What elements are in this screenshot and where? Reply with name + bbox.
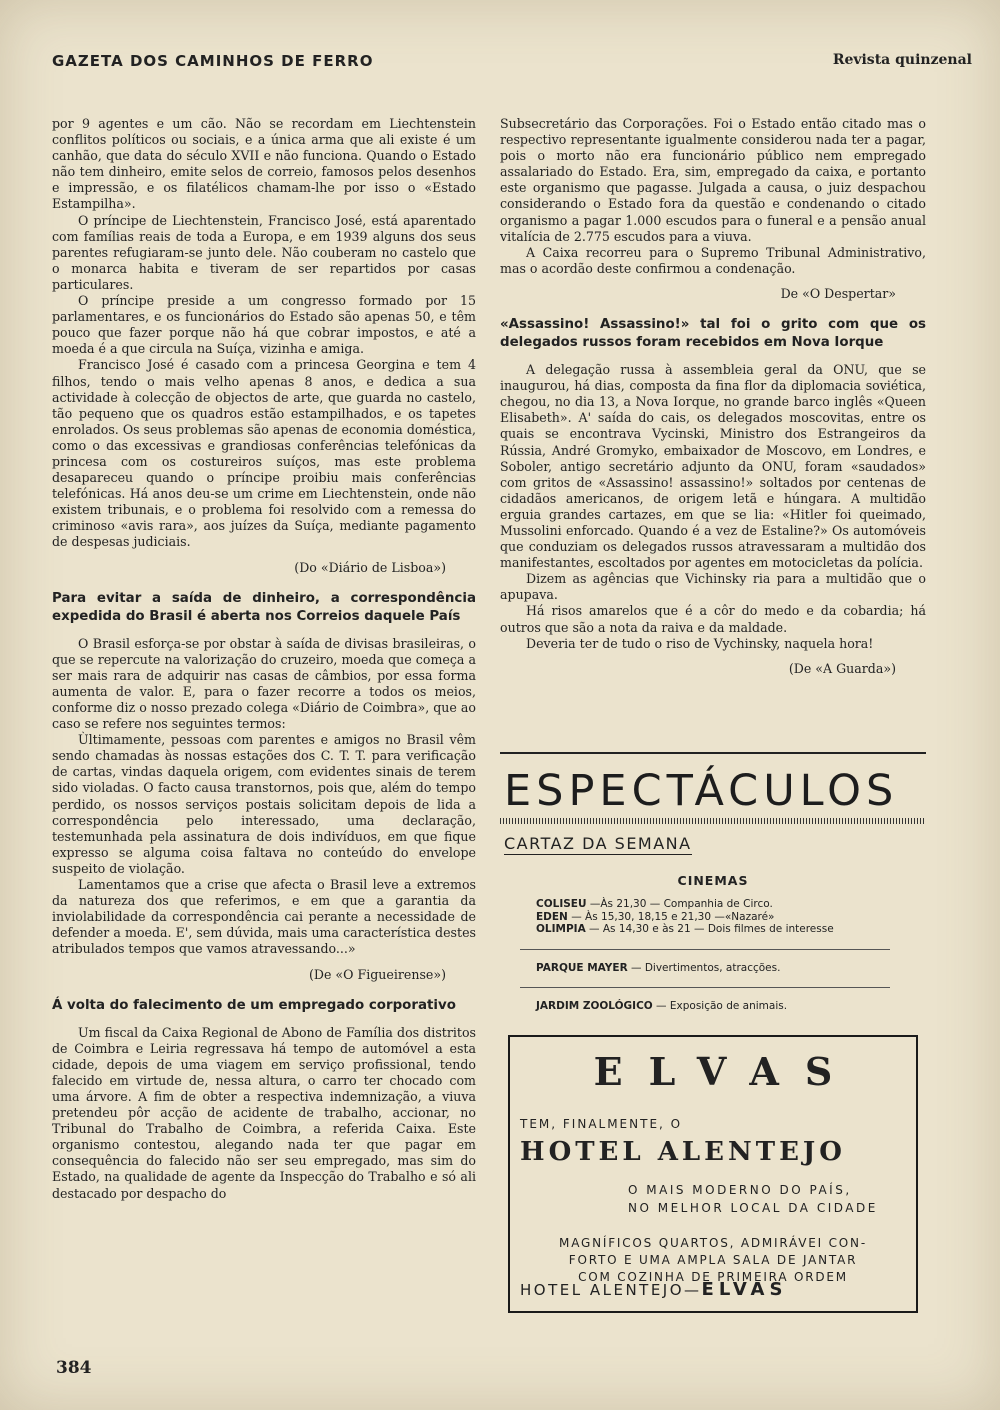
right-column xyxy=(500,116,926,691)
article-source: De «O Despertar» xyxy=(780,285,896,301)
venue-name: JARDIM ZOOLÓGICO xyxy=(536,999,653,1012)
paragraph: Lamentamos que a crise que afecta o Brasil leve a extremos da natureza dos que referimos, e em que a garantia da inviolabilidade da correspondência cai perante a necessidade de defender a moeda. E', sem dúvida, mais uma característica destes atribulados tempos que vamos atravessando...» xyxy=(52,877,476,957)
ad-footer-hotel: HOTEL ALENTEJO xyxy=(520,1281,685,1299)
paragraph: Ùltimamente, pessoas com parentes e amigos no Brasil vêm sendo chamadas às nossas estações dos C. T. T. para verificação de cartas, vindas daquela origem, com evidentes sinais de terem sido violadas. O facto causa transtornos, pois que, além do tempo perdido, os nossos serviços postais solicitam depois de lida a correspondência pelo interessado, uma declaração, testemunhada pela assinatura de dois indivíduos, em que fique expresso se alguma coisa faltava no conteúdo do envelope suspeito de violação. xyxy=(52,732,476,876)
section-subtitle: CARTAZ DA SEMANA xyxy=(504,834,692,853)
ad-tagline xyxy=(628,1181,878,1217)
article-headline: Para evitar a saída de dinheiro, a correspondência expedida do Brasil é aberta nos Correios daquele País xyxy=(52,590,476,624)
divider xyxy=(520,949,890,950)
paragraph: O príncipe de Liechtenstein, Francisco José, está aparentado com famílias reais de toda a Europa, e em 1939 alguns dos seus parentes refugiaram-se junto dele. Não couberam no castelo que o monarca habita e tiveram de ser repartidos por casas particulares. xyxy=(52,212,476,292)
page-number: 384 xyxy=(56,1358,92,1378)
ad-description-line: MAGNÍFICOS QUARTOS, ADMIRÁVEI CON- xyxy=(559,1236,867,1250)
ad-tagline-line: O MAIS MODERNO DO PAÍS, xyxy=(628,1183,852,1197)
venue-info: — Exposição de animais. xyxy=(652,999,788,1012)
paragraph: por 9 agentes e um cão. Não se recordam em Liechtenstein conflitos políticos ou sociais, e a única arma que ali existe é um canhão, que data do século XVII e não funciona. Quando o Estado não tem dinheiro, emite selos de correio, famosos pelos desenhos e impressão, e os filatélicos chamam-lhe por isso o «Estado Estampilha». xyxy=(52,116,476,212)
venue-name: PARQUE MAYER xyxy=(536,961,628,974)
article-source: (De «O Figueirense») xyxy=(308,966,446,982)
venue-info: — Às 15,30, 18,15 e 21,30 —«Nazaré» xyxy=(567,910,775,923)
ad-description-line: FORTO E UMA AMPLA SALA DE JANTAR xyxy=(568,1253,858,1267)
paragraph: Francisco José é casado com a princesa Georgina e tem 4 filhos, tendo o mais velho apenas 8 anos, e dedica a sua actividade à colecção de objectos de arte, que guarda no castelo, tão pequeno que os quadros estão estampilhados, e os tapetes enrolados. Os seus problemas são apenas de economia doméstica, como o das excessivas e grandiosas conferências telefónicas da princesa com os costureiros suíços, mas este problema desapareceu quando o príncipe proibiu mais conferências telefónicas. Há anos deu-se um crime em Liechtenstein, onde não existem tribunais, e o problema foi resolvido com a remessa do criminoso «avis rara», aos juízes da Suíça, mediante pagamento de despesas judiciais. xyxy=(52,357,476,550)
venue-info: —Às 21,30 — Companhia de Circo. xyxy=(586,898,773,910)
hatched-rule xyxy=(500,818,926,824)
divider xyxy=(520,987,890,988)
ad-hotel-name: HOTEL ALENTEJO xyxy=(520,1137,846,1167)
running-header xyxy=(52,52,972,74)
paragraph: Deveria ter de tudo o riso de Vychinsky, naquela hora! xyxy=(526,635,874,651)
ad-description-line: COM COZINHA DE PRIMEIRA ORDEM xyxy=(578,1270,848,1284)
paragraph: Um fiscal da Caixa Regional de Abono de Família dos distritos de Coimbra e Leiria regressava há tempo de automóvel a esta cidade, depois de uma viagem em serviço profissional, tendo falecido em virtude de, nessa altura, o carro ter chocado com uma árvore. A fim de obter a respectiva indemnização, a viuva pretendeu pôr acção de acidente de trabalho, accionar, no Tribunal do Trabalho de Coimbra, a referida Caixa. Este organismo contestou, alegando nada ter que pagar em consequência do falecido não ser seu empregado, mas sim do Estado, na qualidade de agente da Inspecção do Trabalho e só ali destacado por despacho do xyxy=(52,1024,476,1201)
ad-tagline-line: NO MELHOR LOCAL DA CIDADE xyxy=(628,1201,878,1215)
article-headline: Á volta do falecimento de um empregado corporativo xyxy=(52,997,456,1013)
paragraph: Subsecretário das Corporações. Foi o Estado então citado mas o respectivo representante igualmente considerou nada ter a pagar, pois o morto não era funcionário público nem empregado assalariado do Estado. Era, sim, empregado da caixa, e portanto este organismo que pagasse. Julgada a causa, o juiz despachou considerando o Estado fora da questão e condenando o citado organismo a pagar 1.000 escudos para o funeral e a pensão anual vitalícia de 2.775 escudos para a viuva. xyxy=(500,116,926,244)
list-item xyxy=(536,923,926,936)
paragraph: Há risos amarelos que é a côr do medo e da cobardia; há outros que são a nota da raiva e da maldade. xyxy=(500,603,926,635)
article-source: (De «A Guarda») xyxy=(788,660,896,676)
cinema-list xyxy=(536,898,926,936)
hotel-advertisement xyxy=(508,1035,918,1313)
cinemas-heading: CINEMAS xyxy=(677,873,749,888)
left-column xyxy=(52,116,476,1202)
paragraph: Dizem as agências que Vichinsky ria para a multidão que o apupava. xyxy=(500,571,926,603)
venue-info: — Divertimentos, atracções. xyxy=(627,961,781,974)
article-headline: «Assassino! Assassino!» tal foi o grito com que os delegados russos foram recebidos em Nova Iorque xyxy=(500,317,926,351)
ad-intro: TEM, FINALMENTE, O xyxy=(520,1117,683,1131)
paragraph: O Brasil esforça-se por obstar à saída de divisas brasileiras, o que se repercute na valorização do cruzeiro, moeda que começa a ser mais rara de adquirir nas casas de câmbios, por essa forma aumenta de valor. E, para o fazer recorre a todos os meios, conforme diz o nosso prezado colega «Diário de Coimbra», que ao caso se refere nos seguintes termos: xyxy=(52,635,476,732)
paragraph: A Caixa recorreu para o Supremo Tribunal Administrativo, mas o acordão deste confirmou a condenação. xyxy=(500,244,926,276)
paragraph: O príncipe preside a um congresso formado por 15 parlamentares, e os funcionários do Estado são apenas 50, e têm pouco que fazer porque não há que cobrar impostos, e até a moeda é a que circula na Suíça, vizinha e amiga. xyxy=(52,293,476,357)
list-item xyxy=(536,962,926,974)
venue-name: EDEN xyxy=(536,910,568,923)
section-title: ESPECTÁCULOS xyxy=(504,766,899,816)
venue-name: COLISEU xyxy=(536,898,587,910)
ad-footer-city: ELVAS xyxy=(701,1279,788,1300)
article-source: (Do «Diário de Lisboa») xyxy=(294,559,446,575)
divider xyxy=(500,752,926,754)
list-item xyxy=(536,911,926,924)
ad-city-title: ELVAS xyxy=(593,1049,859,1094)
journal-title: GAZETA DOS CAMINHOS DE FERRO xyxy=(52,52,374,70)
list-item xyxy=(536,1000,926,1012)
ad-footer: HOTEL ALENTEJO—ELVAS xyxy=(520,1279,788,1300)
venue-name: OLIMPIA xyxy=(536,923,586,935)
venue-info: — As 14,30 e às 21 — Dois filmes de interesse xyxy=(585,923,834,935)
journal-frequency: Revista quinzenal xyxy=(832,52,972,68)
entertainment-section xyxy=(500,752,926,1012)
list-item xyxy=(536,898,926,911)
paragraph: A delegação russa à assembleia geral da ONU, que se inaugurou, há dias, composta da fina flor da diplomacia soviética, chegou, no dia 13, a Nova Iorque, no grande barco inglês «Queen Elisabeth». A' saída do cais, os delegados moscovitas, entre os quais se encontrava Vycinski, Ministro dos Estrangeiros da Rússia, André Gromyko, embaixador de Moscovo, em Londres, e Soboler, antigo secretário adjunto da ONU, foram «saudados» com gritos de «Assassino! assassino!» soltados por centenas de cidadãos americanos, de origem letã e húngara. A multidão erguia grandes cartazes, em que se lia: «Hitler foi queimado, Mussolini enforcado. Quando é a vez de Estaline?» Os automóveis que conduziam os delegados russos atravessaram a multidão dos manifestantes, escoltados por agentes em motocicletas da polícia. xyxy=(500,362,926,571)
